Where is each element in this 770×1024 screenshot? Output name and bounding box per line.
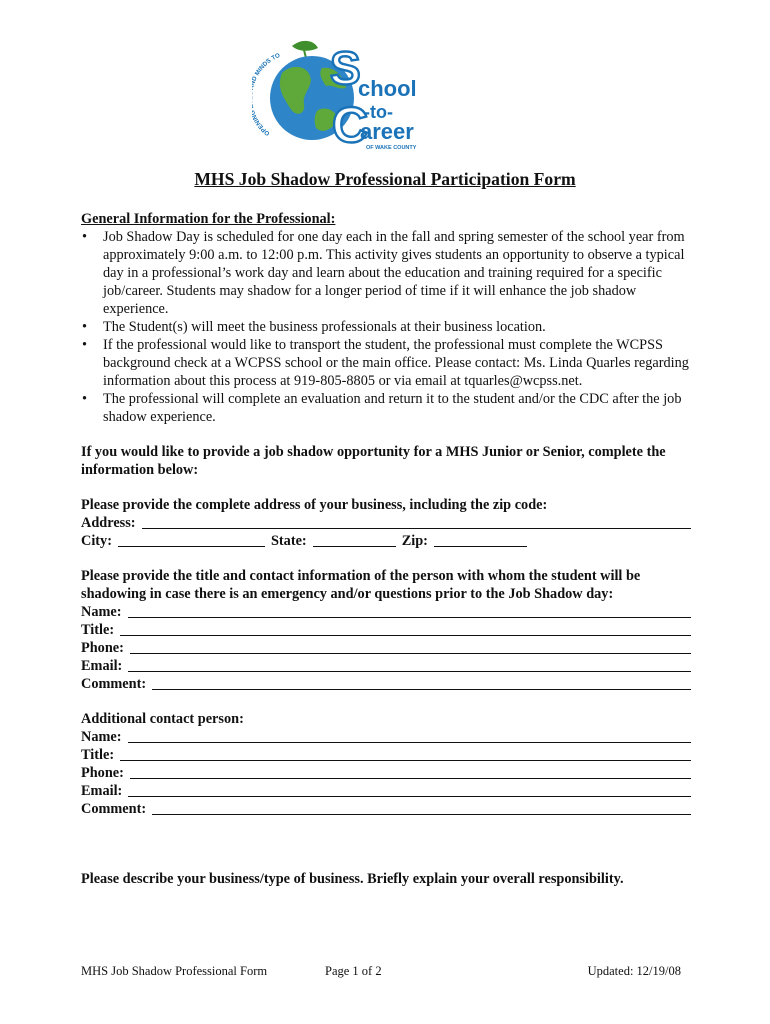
contact-name-row [81, 603, 691, 621]
form-title: MHS Job Shadow Professional Participation Form [194, 169, 576, 189]
contact-comment-field[interactable] [152, 675, 691, 690]
additional-name-row [81, 728, 691, 746]
additional-email-field[interactable] [128, 782, 691, 797]
logo-letter-s: S [330, 42, 361, 94]
list-item: • If the professional would like to transport the student, the professional must complete the WCPSS background check at a WCPSS school or the main office. Please contact: Ms. Linda Quarles regarding information about this process at 919-805-8805 or via email at tquarles@wcpss.net. [81, 336, 691, 390]
page-footer [81, 962, 681, 980]
address-label: Address: [81, 515, 136, 531]
general-info-heading: General Information for the Professional: [81, 211, 336, 227]
name-label: Name: [81, 604, 122, 620]
phone-label: Phone: [81, 640, 124, 656]
school-to-career-logo [252, 38, 422, 156]
leaf-shape [292, 41, 318, 51]
contact-section [81, 567, 691, 693]
address-row [81, 514, 691, 532]
zip-field[interactable] [434, 532, 527, 547]
phone-label: Phone: [81, 765, 124, 781]
logo-arc-text: OPENI MINDS TO [253, 51, 282, 137]
list-item: • The professional will complete an evaluation and return it to the student and/or the CDC after the job shadow experience. [81, 390, 691, 426]
additional-title-field[interactable] [120, 746, 691, 761]
contact-phone-row [81, 639, 691, 657]
additional-contact-heading: Additional contact person: [81, 711, 244, 727]
intro-text: If you would like to provide a job shadow opportunity for a MHS Junior or Senior, complete the information below: [81, 444, 666, 478]
additional-name-field[interactable] [128, 728, 692, 743]
logo-graphic [252, 38, 422, 156]
contact-comment-row [81, 675, 691, 693]
comment-label: Comment: [81, 676, 147, 692]
state-field[interactable] [313, 532, 396, 547]
list-item: • The Student(s) will meet the business professionals at their business location. [81, 318, 691, 336]
contact-phone-field[interactable] [130, 639, 691, 654]
additional-title-row [81, 746, 691, 764]
city-field[interactable] [118, 532, 265, 547]
logo-line-career: areer [360, 119, 414, 144]
contact-email-row [81, 657, 691, 675]
address-field[interactable] [142, 514, 691, 529]
logo-line-to: -to- [364, 102, 393, 122]
footer-page-number: Page 1 of 2 [325, 964, 382, 978]
email-label: Email: [81, 658, 123, 674]
logo-line-county: OF WAKE COUNTY [366, 145, 417, 151]
additional-contact-section [81, 710, 691, 818]
additional-email-row [81, 782, 691, 800]
footer-form-name: MHS Job Shadow Professional Form [81, 964, 268, 978]
list-item: • Job Shadow Day is scheduled for one day each in the fall and spring semester of the school year from approximately 9:00 a.m. to 12:00 p.m. This activity gives students an opportunity to observe a typical day in a professional’s work day and learn about the education and training required for a specific job/career. Students may shadow for a longer period of time if it will enhance the job shadow experience. [81, 228, 691, 318]
title-label: Title: [81, 747, 115, 763]
logo-line-school: chool [358, 76, 417, 101]
additional-phone-field[interactable] [130, 764, 691, 779]
contact-title-row [81, 621, 691, 639]
city-label: City: [81, 533, 112, 549]
email-label: Email: [81, 783, 123, 799]
name-label: Name: [81, 729, 122, 745]
contact-prompt: Please provide the title and contact information of the person with whom the student will be shadowing in case there is an emergency and/or questions prior to the Job Shadow day: [81, 568, 641, 602]
zip-label: Zip: [401, 533, 428, 549]
footer-updated-date: Updated: 12/19/08 [587, 964, 681, 978]
contact-email-field[interactable] [128, 657, 691, 672]
business-description-prompt: Please describe your business/type of business. Briefly explain your overall responsibility. [81, 871, 624, 887]
contact-name-field[interactable] [128, 603, 692, 618]
title-label: Title: [81, 622, 115, 638]
comment-label: Comment: [81, 801, 147, 817]
additional-comment-field[interactable] [152, 800, 691, 815]
general-info-list [81, 228, 691, 426]
address-prompt: Please provide the complete address of your business, including the zip code: [81, 497, 548, 513]
state-label: State: [270, 533, 307, 549]
additional-phone-row [81, 764, 691, 782]
additional-comment-row [81, 800, 691, 818]
logo-letter-c: C [332, 97, 369, 153]
form-body [81, 210, 691, 888]
city-state-zip-row [81, 532, 691, 550]
address-section [81, 496, 691, 550]
contact-title-field[interactable] [120, 621, 691, 636]
